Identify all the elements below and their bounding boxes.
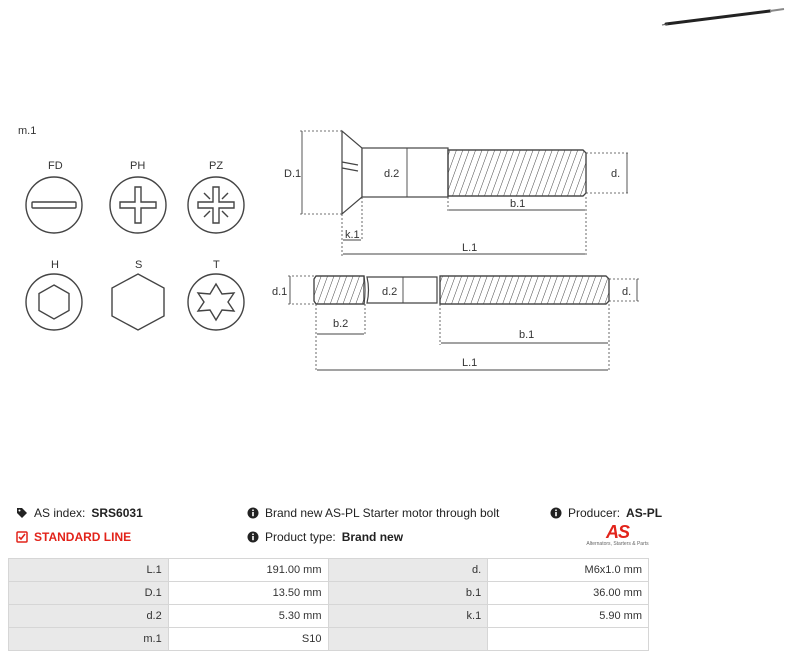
standard-line-label: STANDARD LINE [34, 530, 132, 544]
producer-value: AS-PL [626, 506, 663, 520]
spec-key: b.1 [328, 582, 488, 605]
dim-d-upper: d. [611, 168, 621, 180]
spec-value: 5.30 mm [168, 605, 328, 628]
spec-value: 5.90 mm [488, 605, 649, 628]
spec-key: L.1 [9, 559, 169, 582]
head-label-s: S [135, 259, 143, 271]
producer [550, 506, 662, 520]
product-type [247, 530, 403, 544]
product-type-value: Brand new [341, 530, 404, 544]
dim-d1-lower: d.1 [272, 286, 288, 298]
tag-icon [16, 507, 28, 519]
spec-value: M6x1.0 mm [488, 559, 649, 582]
spec-key: d. [328, 559, 488, 582]
dim-l1-upper: L.1 [462, 242, 478, 254]
dim-d2-upper: d.2 [384, 168, 400, 180]
logo-mark: AS [605, 522, 629, 542]
pozidriv-head-icon [188, 177, 244, 233]
info-icon [247, 531, 259, 543]
spec-key: k.1 [328, 605, 488, 628]
as-index-label: AS index: [34, 506, 86, 520]
spec-value [488, 628, 649, 651]
as-index [16, 506, 143, 520]
description [247, 506, 499, 520]
dim-b1-upper: b.1 [510, 198, 526, 210]
product-type-label: Product type: [265, 530, 336, 544]
phillips-head-icon [110, 177, 166, 233]
head-label-h: H [51, 259, 59, 271]
table-row [9, 628, 649, 651]
pen-graphic [660, 6, 790, 30]
info-icon [247, 507, 259, 519]
hex-socket-head-icon [26, 274, 82, 330]
head-label-pz: PZ [209, 160, 224, 172]
spec-table [8, 558, 649, 651]
spec-key: d.2 [9, 605, 169, 628]
dim-d-lower: d. [622, 286, 632, 298]
description-text: Brand new AS-PL Starter motor through bolt [265, 506, 500, 520]
spec-key: m.1 [9, 628, 169, 651]
table-row [9, 582, 649, 605]
producer-label: Producer: [568, 506, 621, 520]
table-row [9, 605, 649, 628]
dim-d1-upper: D.1 [284, 168, 302, 180]
spec-value: S10 [168, 628, 328, 651]
dim-k1: k.1 [345, 229, 360, 241]
checkbox-checked-icon [16, 531, 28, 543]
standard-line [16, 530, 131, 544]
head-label-t: T [213, 259, 220, 271]
spec-value: 13.50 mm [168, 582, 328, 605]
dim-l1-lower: L.1 [462, 357, 478, 369]
slotted-head-icon [26, 177, 82, 233]
dim-b1-lower: b.1 [519, 329, 535, 341]
head-label-ph: PH [130, 160, 146, 172]
spec-value: 36.00 mm [488, 582, 649, 605]
ml-label: m.1 [18, 125, 37, 137]
head-label-fd: FD [48, 160, 63, 172]
hex-external-head-icon [112, 274, 164, 330]
dim-d2-lower: d.2 [382, 286, 398, 298]
dim-b2: b.2 [333, 318, 349, 330]
as-pl-logo [585, 523, 650, 553]
spec-key [328, 628, 488, 651]
as-index-value: SRS6031 [91, 506, 143, 520]
logo-tagline: Alternators, Starters & Parts [586, 541, 649, 547]
spec-key: D.1 [9, 582, 169, 605]
info-icon [550, 507, 562, 519]
spec-value: 191.00 mm [168, 559, 328, 582]
table-row [9, 559, 649, 582]
torx-head-icon [188, 274, 244, 330]
head-types-diagram [0, 150, 270, 350]
bolt-dimension-drawing [270, 120, 650, 380]
